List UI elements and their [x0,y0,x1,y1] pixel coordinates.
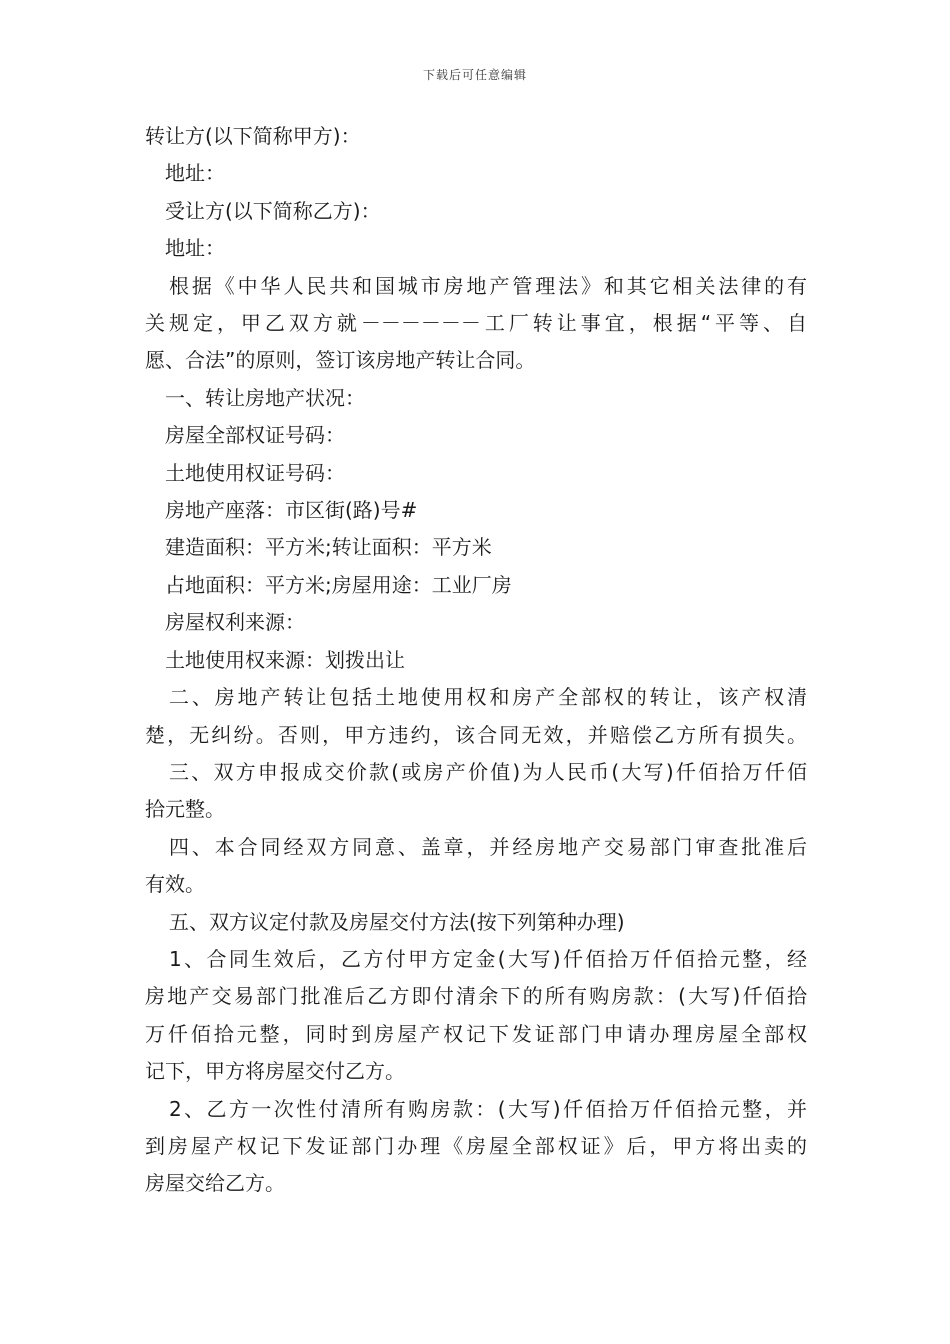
text-line: 建造面积：平方米;转让面积：平方米 [165,535,492,560]
text-line: 有效。 [145,872,205,897]
text-line: 土地使用权来源：划拨出让 [165,647,405,672]
text-line: 房屋权利来源： [165,610,305,635]
text-line: 土地使用权证号码： [165,460,345,485]
text-line: 房屋全部权证号码： [165,423,345,448]
text-line: 2、乙方一次性付清所有购房款：(大写)仟佰拾万仟佰拾元整，并 [169,1096,807,1121]
section-heading: 五、双方议定付款及房屋交付方法(按下列第种办理) [169,909,625,934]
text-line: 四、本合同经双方同意、盖章，并经房地产交易部门审查批准后 [169,834,807,859]
text-line: 转让方(以下简称甲方)： [145,124,361,148]
text-line: 关规定，甲乙双方就－－－－－－工厂转让事宜，根据“平等、自 [145,311,807,336]
text-line: 受让方(以下简称乙方)： [165,198,381,223]
text-line: 楚，无纠纷。否则，甲方违约，该合同无效，并赔偿乙方所有损失。 [145,722,807,747]
text-line: 到房屋产权记下发证部门办理《房屋全部权证》后，甲方将出卖的 [145,1133,807,1158]
text-line: 三、双方申报成交价款(或房产价值)为人民币(大写)仟佰拾万仟佰 [169,759,807,784]
text-line: 二、房地产转让包括土地使用权和房产全部权的转让，该产权清 [169,685,807,710]
page-header-note: 下载后可任意编辑 [422,68,527,82]
text-line: 1、合同生效后，乙方付甲方定金(大写)仟佰拾万仟佰拾元整，经 [169,946,807,971]
text-line: 地址： [165,236,225,261]
text-line: 愿、合法”的原则，签订该房地产转让合同。 [145,348,536,373]
contract-body [145,118,807,1203]
text-line: 房地产座落：市区街(路)号# [165,498,418,523]
text-line: 地址： [165,161,225,186]
text-line: 记下，甲方将房屋交付乙方。 [145,1059,405,1084]
text-line: 根据《中华人民共和国城市房地产管理法》和其它相关法律的有 [169,273,807,298]
section-heading: 一、转让房地产状况： [165,385,365,410]
text-line: 占地面积：平方米;房屋用途：工业厂房 [165,572,512,597]
text-line: 万仟佰拾元整，同时到房屋产权记下发证部门申请办理房屋全部权 [145,1021,807,1046]
text-line: 房屋交给乙方。 [145,1171,285,1196]
text-line: 拾元整。 [145,797,225,822]
text-line: 房地产交易部门批准后乙方即付清余下的所有购房款：(大写)仟佰拾 [145,984,807,1009]
